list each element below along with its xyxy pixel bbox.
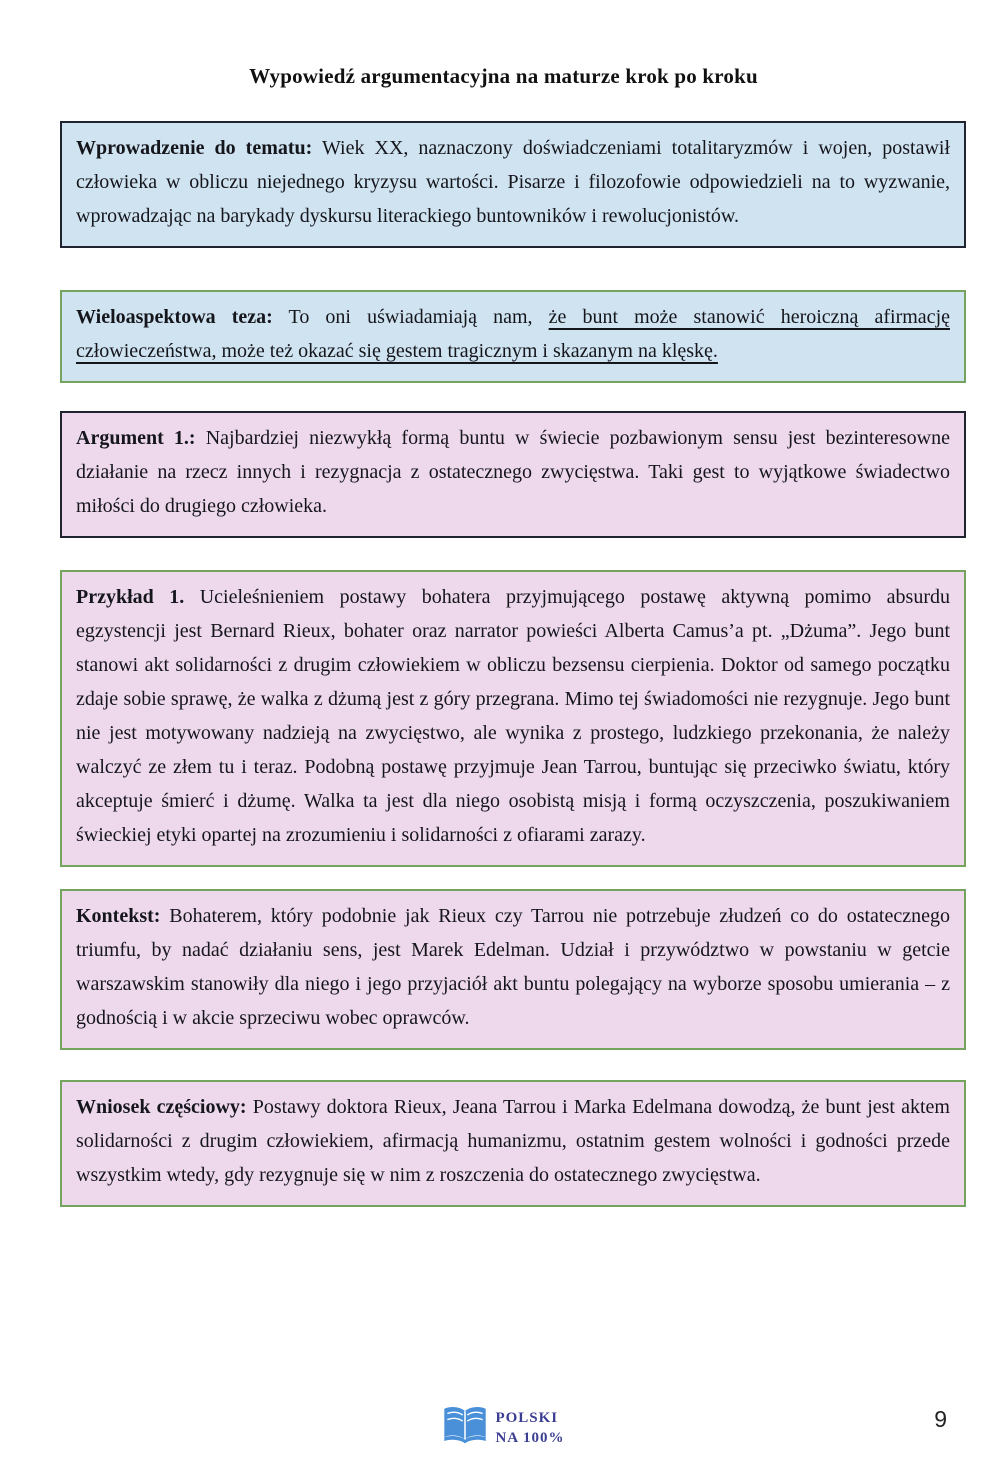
brand-name [495, 1408, 564, 1448]
page-number: 9 [934, 1406, 947, 1432]
box-przyklad-1 [60, 570, 966, 867]
box-lead-label: Wprowadzenie do tematu: [76, 137, 313, 159]
box-body-text: Bohaterem, który podobnie jak Rieux czy Tarrou nie potrzebuje złudzeń co do ostatecznego triumfu, by nadać działaniu sens, jest Marek Edelman. Udział i przywództwo w powstaniu w getcie warszawskim stanowiły dla niego i jego przyjaciół akt buntu polegający na wyborze sposobu umierania – z godnością i w akcie sprzeciwu wobec oprawców. [76, 905, 950, 1029]
brand-logo [442, 1404, 564, 1451]
box-body-text: Ucieleśnieniem postawy bohatera przyjmującego postawę aktywną pomimo absurdu egzystencji jest Bernard Rieux, bohater oraz narrator powieści Alberta Camus’a pt. „Dżuma”. Jego bunt stanowi akt solidarności z drugim człowiekiem w obliczu bezsensu cierpienia. Doktor od samego początku zdaje sobie sprawę, że walka z dżumą jest z góry przegrana. Mimo tej świadomości nie rezygnuje. Jego bunt nie jest motywowany nadzieją na zwycięstwo, ale wynika z prostego, ludzkiego przekonania, że należy walczyć ze złem tu i teraz. Podobną postawę przyjmuje Jean Tarrou, buntując się przeciwko światu, który akceptuje śmierć i dżumę. Walka ta jest dla niego osobistą misją i formą oczyszczenia, poszukiwaniem świeckiej etyki opartej na zrozumieniu i solidarności z ofiarami zarazy. [76, 586, 950, 846]
box-lead-label: Kontekst: [76, 905, 161, 927]
page-title: Wypowiedź argumentacyjna na maturze krok po kroku [249, 64, 758, 88]
box-wniosek-czesciowy [60, 1080, 966, 1207]
page-footer [0, 1404, 1007, 1451]
box-wieloaspektowa-teza [60, 290, 966, 383]
open-book-icon [442, 1404, 488, 1451]
box-lead-label: Wniosek częściowy: [76, 1096, 247, 1118]
box-body-text: To oni uświadamiają nam, [272, 306, 549, 328]
brand-line-1: POLSKI [495, 1409, 559, 1426]
box-wprowadzenie-do-tematu [60, 121, 966, 248]
box-body-text: Postawy doktora Rieux, Jeana Tarrou i Marka Edelmana dowodzą, że bunt jest aktem solidarności z drugim człowiekiem, afirmacją humanizmu, ostatnim gestem wolności i godności przede wszystkim wtedy, gdy rezygnuje się w nim z roszczenia do ostatecznego zwycięstwa. [76, 1096, 950, 1186]
box-argument-1 [60, 411, 966, 538]
box-body-text: Wiek XX, naznaczony doświadczeniami totalitaryzmów i wojen, postawił człowieka w obliczu niejednego kryzysu wartości. Pisarze i filozofowie odpowiedzieli na to wyzwanie, wprowadzając na barykady dyskursu literackiego buntowników i rewolucjonistów. [76, 137, 951, 227]
box-kontekst [60, 889, 966, 1050]
underlined-thesis-text: że bunt może stanowić heroiczną afirmację człowieczeństwa, może też okazać się gestem tragicznym i skazanym na klęskę. [76, 306, 950, 362]
box-lead-label: Przykład 1. [76, 586, 185, 608]
box-body-text: Najbardziej niezwykłą formą buntu w świecie pozbawionym sensu jest bezinteresowne działanie na rzecz innych i rezygnacja z ostatecznego zwycięstwa. Taki gest to wyjątkowe świadectwo miłości do drugiego człowieka. [76, 427, 950, 517]
box-lead-label: Wieloaspektowa teza: [76, 306, 273, 328]
brand-line-2: NA 100% [495, 1429, 565, 1446]
box-lead-label: Argument 1.: [76, 427, 196, 449]
